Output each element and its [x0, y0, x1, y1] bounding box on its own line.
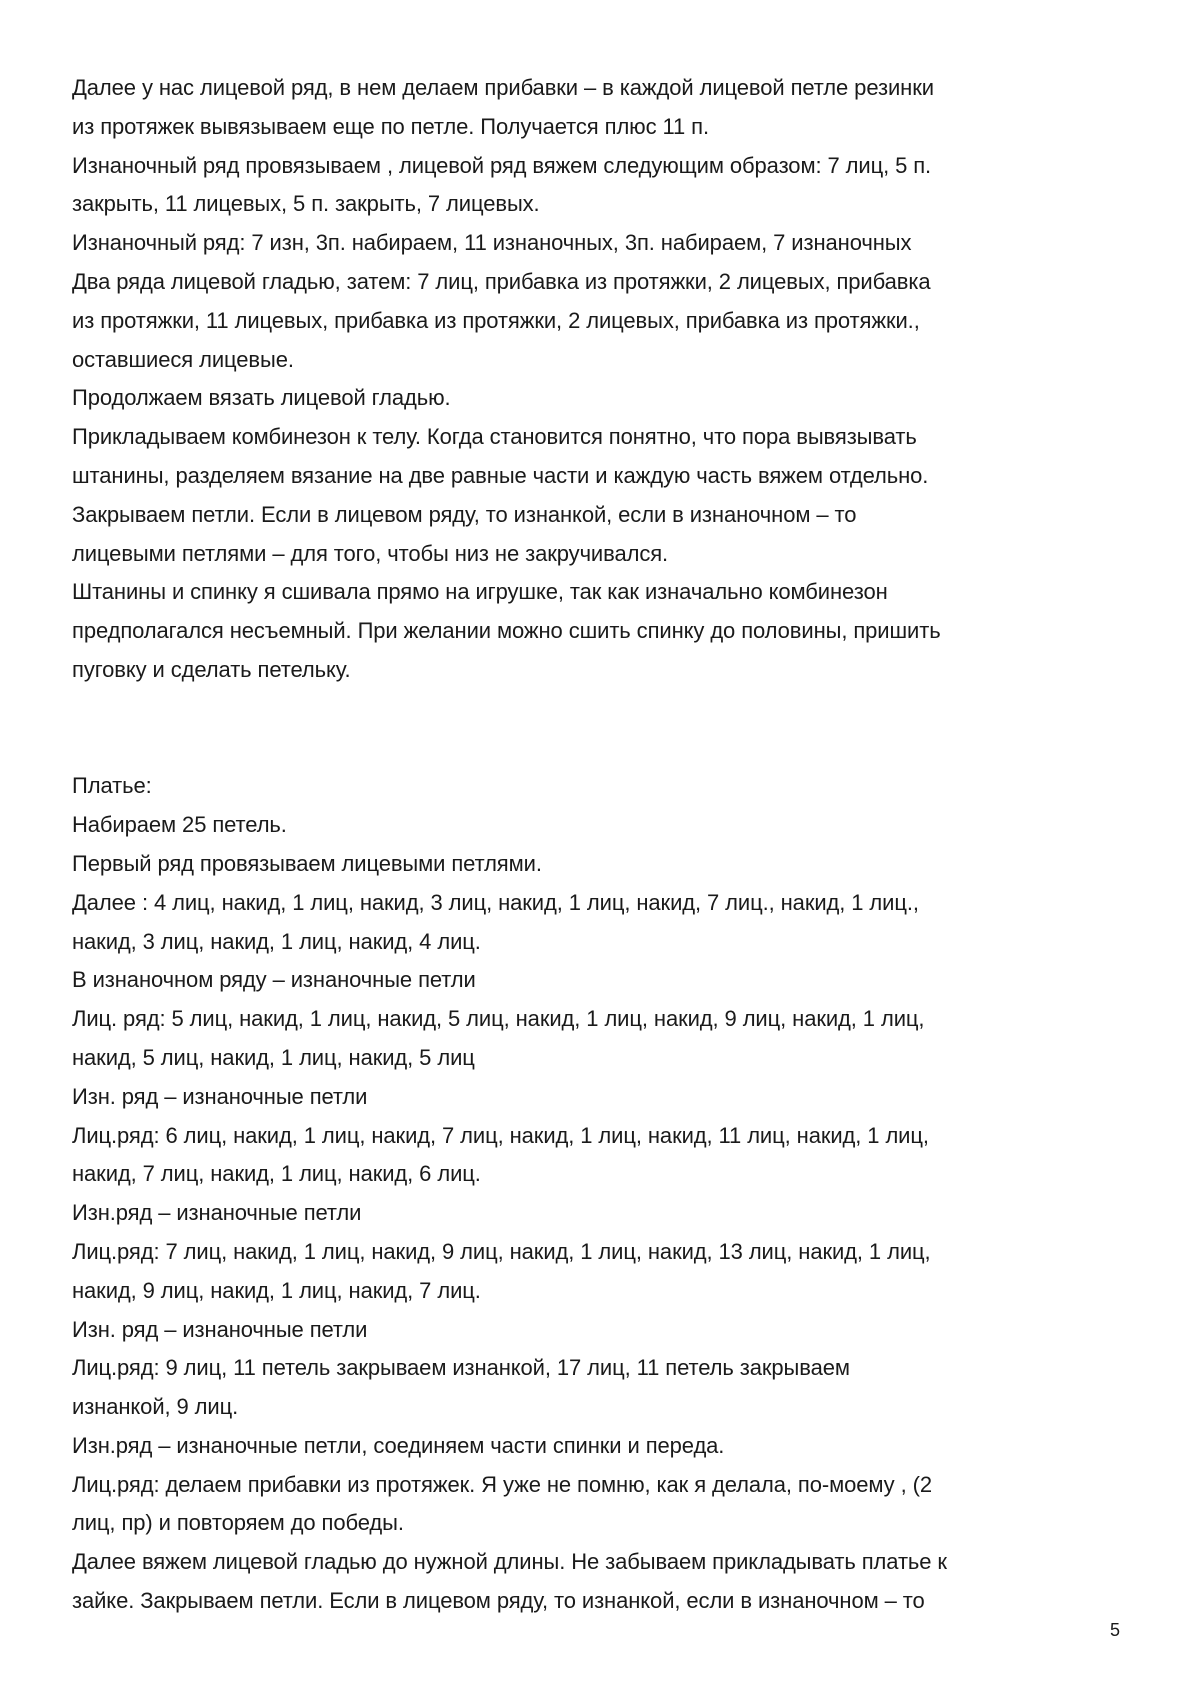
text-line: пуговку и сделать петельку. [72, 656, 351, 682]
text-line: Набираем 25 петель. [72, 812, 287, 838]
text-line: накид, 7 лиц, накид, 1 лиц, накид, 6 лиц. [72, 1161, 481, 1187]
text-line: накид, 9 лиц, накид, 1 лиц, накид, 7 лиц. [72, 1277, 481, 1303]
text-line: Лиц.ряд: 7 лиц, накид, 1 лиц, накид, 9 лиц, накид, 1 лиц, накид, 13 лиц, накид, 1 лиц, [72, 1238, 931, 1264]
text-line: Лиц.ряд: 6 лиц, накид, 1 лиц, накид, 7 лиц, накид, 1 лиц, накид, 11 лиц, накид, 1 лиц, [72, 1122, 929, 1148]
text-line: зайке. Закрываем петли. Если в лицевом ряду, то изнанкой, если в изнаночном – то [72, 1588, 925, 1614]
text-line: Изн.ряд – изнаночные петли [72, 1200, 362, 1226]
section-spacer [72, 690, 1132, 768]
text-line: Далее : 4 лиц, накид, 1 лиц, накид, 3 лиц, накид, 1 лиц, накид, 7 лиц., накид, 1 лиц., [72, 889, 919, 915]
text-line: Лиц.ряд: делаем прибавки из протяжек. Я уже не помню, как я делала, по-моему , (2 [72, 1471, 932, 1497]
text-line: В изнаночном ряду – изнаночные петли [72, 967, 476, 993]
text-line: Первый ряд провязываем лицевыми петлями. [72, 850, 542, 876]
text-line: Изн. ряд – изнаночные петли [72, 1083, 368, 1109]
text-line: закрыть, 11 лицевых, 5 п. закрыть, 7 лицевых. [72, 191, 540, 217]
page-body [72, 69, 1132, 1621]
text-line: Штанины и спинку я сшивала прямо на игрушке, так как изначально комбинезон [72, 579, 888, 605]
text-line: Закрываем петли. Если в лицевом ряду, то изнанкой, если в изнаночном – то [72, 501, 857, 527]
section-heading: Платье: [72, 773, 152, 799]
text-line: Изн.ряд – изнаночные петли, соединяем части спинки и переда. [72, 1432, 725, 1458]
text-line: Лиц. ряд: 5 лиц, накид, 1 лиц, накид, 5 лиц, накид, 1 лиц, накид, 9 лиц, накид, 1 лиц, [72, 1006, 925, 1032]
text-line: накид, 5 лиц, накид, 1 лиц, накид, 5 лиц [72, 1044, 475, 1070]
section-overalls [72, 69, 1132, 690]
text-line: Два ряда лицевой гладью, затем: 7 лиц, прибавка из протяжки, 2 лицевых, прибавка [72, 268, 931, 294]
text-line: Изн. ряд – изнаночные петли [72, 1316, 368, 1342]
text-line: из протяжки, 11 лицевых, прибавка из протяжки, 2 лицевых, прибавка из протяжки., [72, 307, 920, 333]
text-line: Далее у нас лицевой ряд, в нем делаем прибавки – в каждой лицевой петле резинки [72, 75, 934, 100]
text-line: Продолжаем вязать лицевой гладью. [72, 385, 451, 411]
text-line: предполагался несъемный. При желании можно сшить спинку до половины, пришить [72, 618, 941, 644]
text-line: изнанкой, 9 лиц. [72, 1394, 239, 1420]
text-line: накид, 3 лиц, накид, 1 лиц, накид, 4 лиц. [72, 928, 481, 954]
text-line: Далее вяжем лицевой гладью до нужной длины. Не забываем прикладывать платье к [72, 1549, 947, 1575]
text-line: лиц, пр) и повторяем до победы. [72, 1510, 404, 1536]
text-line: оставшиеся лицевые. [72, 346, 294, 372]
page-number: 5 [1110, 1620, 1121, 1640]
text-line: Прикладываем комбинезон к телу. Когда становится понятно, что пора вывязывать [72, 424, 917, 450]
text-line: лицевыми петлями – для того, чтобы низ не закручивался. [72, 540, 669, 566]
text-line: Лиц.ряд: 9 лиц, 11 петель закрываем изнанкой, 17 лиц, 11 петель закрываем [72, 1355, 850, 1381]
text-line: из протяжек вывязываем еще по петле. Получается плюс 11 п. [72, 113, 709, 139]
section-dress [72, 767, 1132, 1621]
text-line: Изнаночный ряд провязываем , лицевой ряд вяжем следующим образом: 7 лиц, 5 п. [72, 152, 932, 178]
text-line: Изнаночный ряд: 7 изн, 3п. набираем, 11 изнаночных, 3п. набираем, 7 изнаночных [72, 230, 912, 256]
text-line: штанины, разделяем вязание на две равные части и каждую часть вяжем отдельно. [72, 462, 929, 488]
